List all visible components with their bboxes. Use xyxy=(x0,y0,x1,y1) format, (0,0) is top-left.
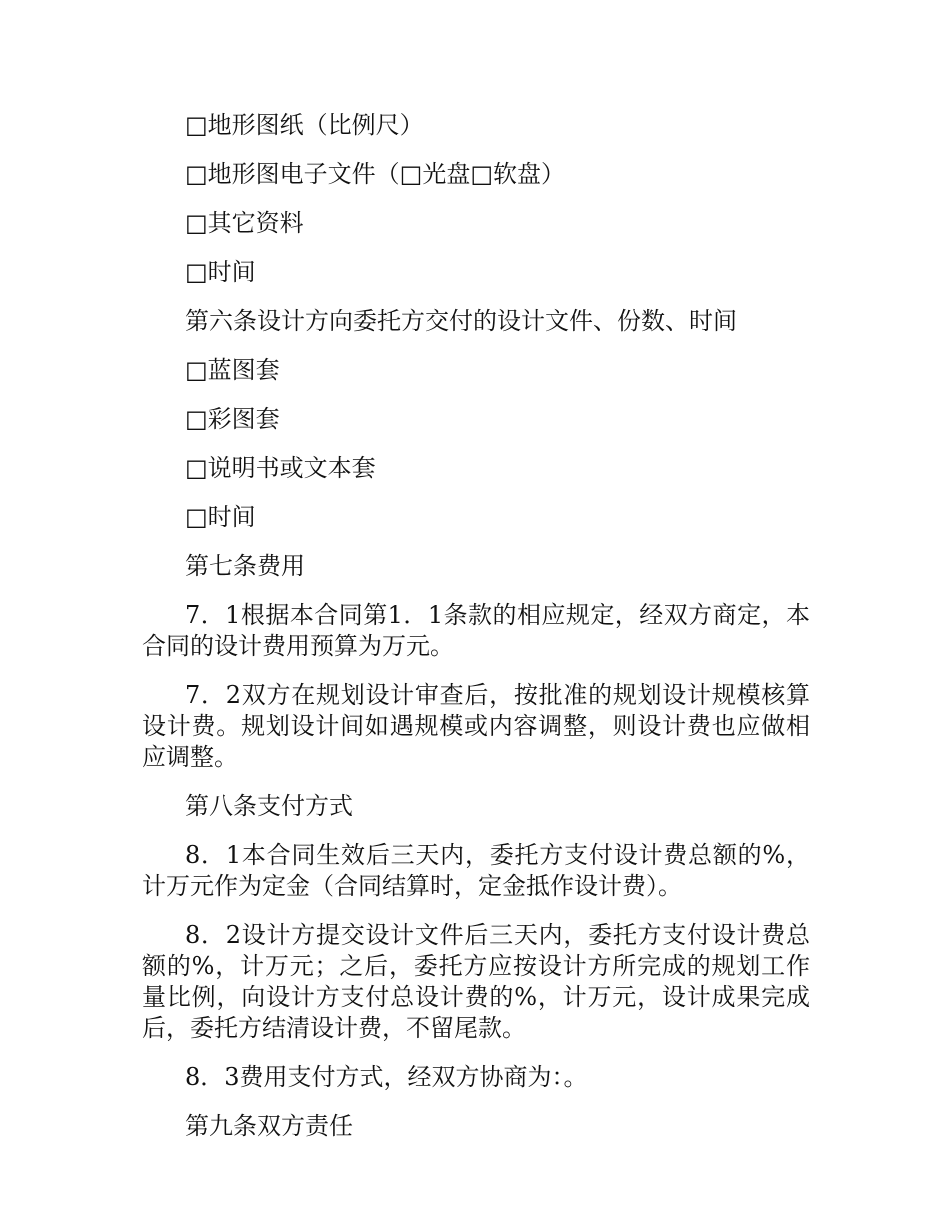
paragraph-time-1: □时间 xyxy=(185,258,256,286)
article-7-heading: 第七条费用 xyxy=(185,552,305,580)
paragraph-topo-digital-file: □地形图电子文件（□光盘□软盘） xyxy=(185,160,566,188)
document-body xyxy=(142,110,810,1160)
paragraph-manual-sets: □说明书或文本套 xyxy=(185,454,376,482)
paragraph-blueprint-sets: □蓝图套 xyxy=(185,356,280,384)
clause-7-2: 7．2双方在规划设计审查后，按批准的规划设计规模核算设计费。规划设计间如遇规模或内容调整，则设计费也应做相应调整。 xyxy=(142,681,810,771)
article-6-heading: 第六条设计方向委托方交付的设计文件、份数、时间 xyxy=(185,307,737,335)
paragraph-topo-drawing: □地形图纸（比例尺） xyxy=(185,111,424,139)
clause-8-1: 8．1本合同生效后三天内，委托方支付设计费总额的%，计万元作为定金（合同结算时，定金抵作设计费）。 xyxy=(142,841,810,900)
clause-7-1: 7．1根据本合同第1．1条款的相应规定，经双方商定，本合同的设计费用预算为万元。 xyxy=(142,601,810,660)
clause-8-2: 8．2设计方提交设计文件后三天内，委托方支付设计费总额的%，计万元；之后，委托方应按设计方所完成的规划工作量比例，向设计方支付总设计费的%，计万元，设计成果完成后，委托方结清设计费，不留尾款。 xyxy=(142,921,810,1042)
article-8-heading: 第八条支付方式 xyxy=(185,792,353,820)
paragraph-time-2: □时间 xyxy=(185,503,256,531)
paragraph-color-sets: □彩图套 xyxy=(185,405,280,433)
article-9-heading: 第九条双方责任 xyxy=(185,1112,353,1140)
paragraph-other-materials: □其它资料 xyxy=(185,209,304,237)
clause-8-3: 8．3费用支付方式，经双方协商为：。 xyxy=(185,1063,588,1091)
